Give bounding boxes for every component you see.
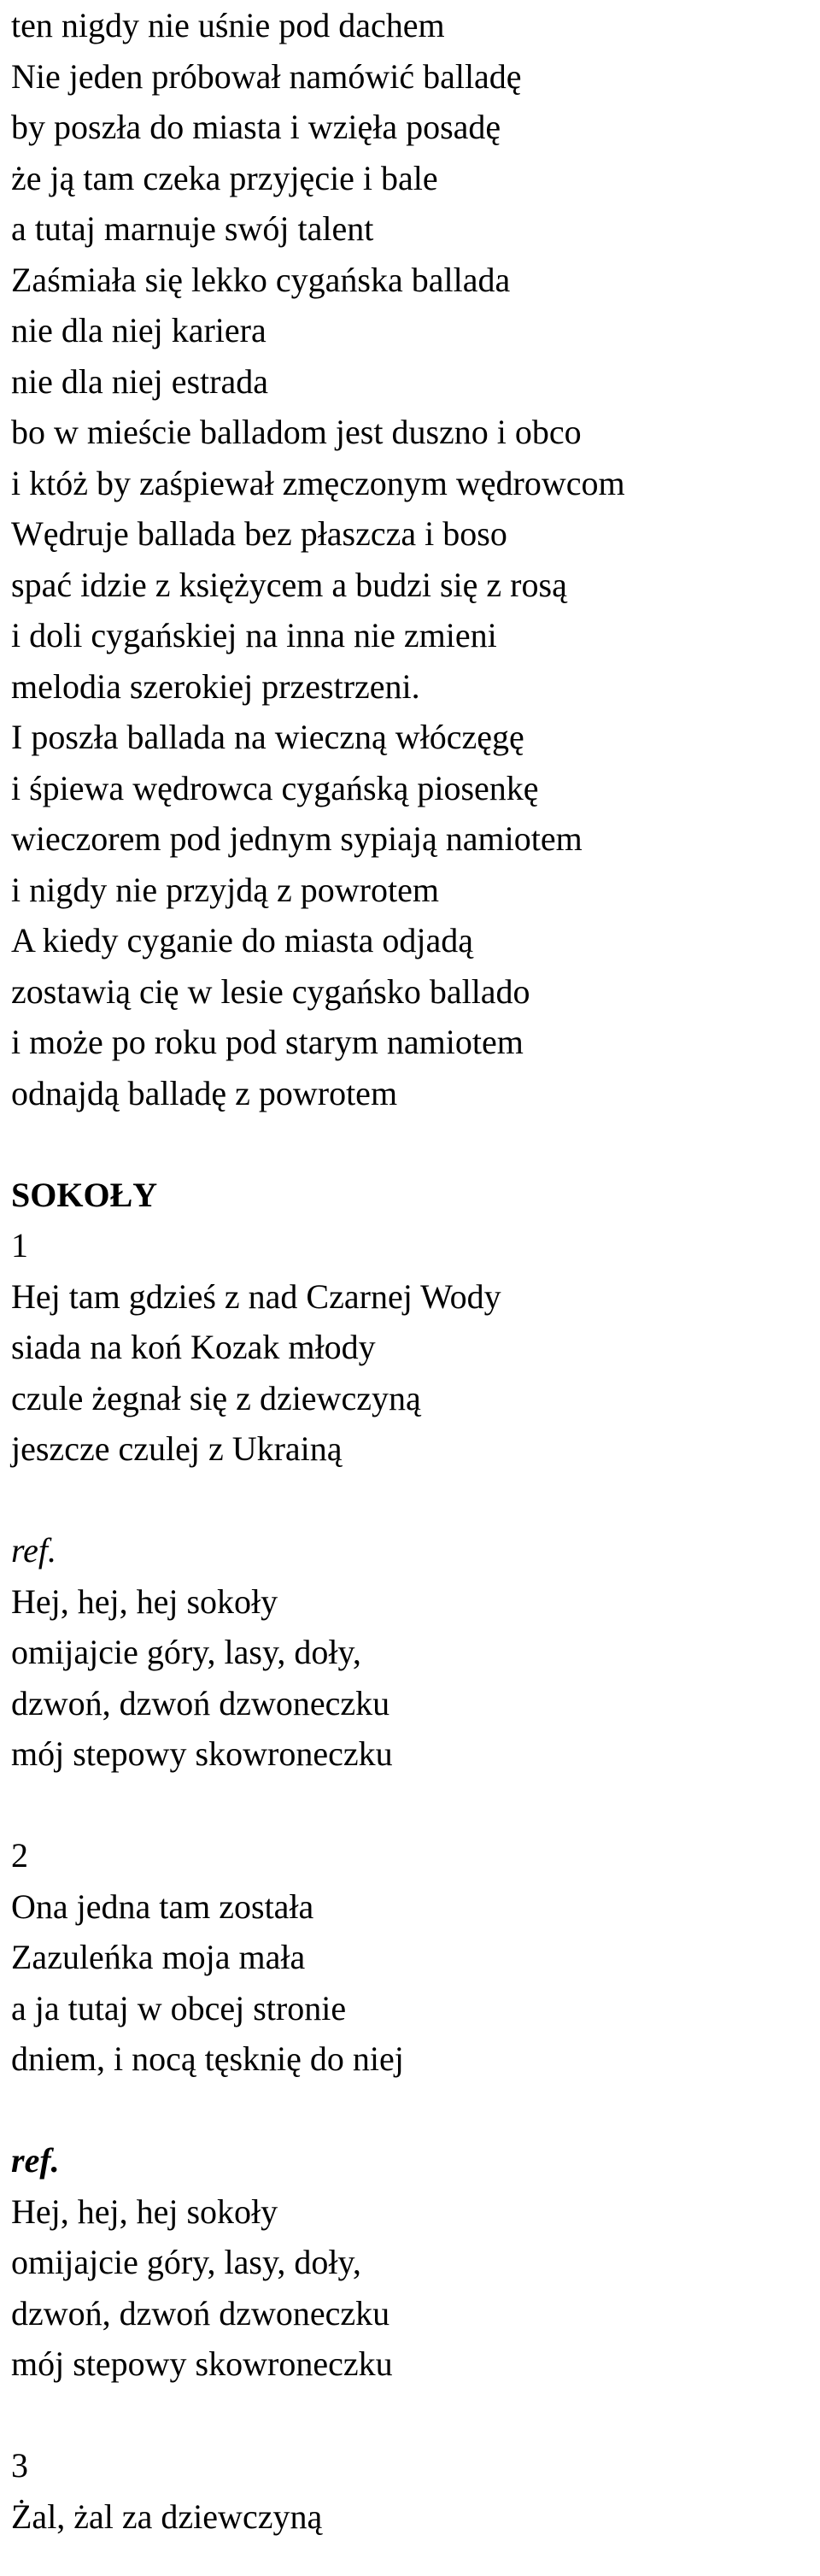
lyric-line: Hej, hej, hej sokoły xyxy=(11,1581,278,1621)
lyric-line: melodia szerokiej przestrzeni. xyxy=(11,666,420,706)
lyric-line: dzwoń, dzwoń dzwoneczku xyxy=(11,1683,390,1722)
lyric-line: zostawią cię w lesie cygańsko ballado xyxy=(11,971,530,1011)
lyric-line: Żal, żal za dziewczyną xyxy=(11,2497,323,2536)
lyric-line: nie dla niej kariera xyxy=(11,311,266,349)
lyric-line: a tutaj marnuje swój talent xyxy=(11,209,374,248)
lyric-line: spać idzie z księżycem a budzi się z rosą xyxy=(11,565,567,604)
ballada-tail-stanza xyxy=(11,0,814,1118)
verse-number: 1 xyxy=(11,1226,28,1265)
spacer xyxy=(11,1118,814,1170)
lyric-line: dzwoń, dzwoń dzwoneczku xyxy=(11,2293,390,2332)
lyric-line: mój stepowy skowroneczku xyxy=(11,1734,393,1773)
lyric-line: dniem, i nocą tęsknię do niej xyxy=(11,2039,404,2078)
lyric-line: Wędruje ballada bez płaszcza i boso xyxy=(11,514,507,553)
refrain-label: ref. xyxy=(11,1531,56,1570)
lyric-line: Hej, hej, hej sokoły xyxy=(11,2192,278,2231)
lyric-line: Nie jeden próbował namówić balladę xyxy=(11,56,522,96)
lyric-line: Hej tam gdzieś z nad Czarnej Wody xyxy=(11,1276,501,1316)
lyric-line: ten nigdy nie uśnie pod dachem xyxy=(11,6,445,44)
lyric-line: by poszła do miasta i wzięła posadę xyxy=(11,108,501,146)
refrain-label: ref. xyxy=(11,2141,60,2180)
verse-number: 2 xyxy=(11,1836,28,1875)
lyric-line: A kiedy cyganie do miasta odjadą xyxy=(11,921,473,959)
lyric-line: Zaśmiała się lekko cygańska ballada xyxy=(11,260,511,299)
verse-number: 3 xyxy=(11,2446,28,2485)
lyric-line: a ja tutaj w obcej stronie xyxy=(11,1988,347,2027)
lyric-line: omijajcie góry, lasy, doły, xyxy=(11,1633,361,1671)
lyric-line: i śpiewa wędrowca cygańską piosenkę xyxy=(11,768,539,807)
lyric-line: odnajdą balladę z powrotem xyxy=(11,1073,398,1112)
spacer xyxy=(11,2085,814,2136)
verse-1 xyxy=(11,1220,814,1475)
refrain-2 xyxy=(11,2135,814,2390)
lyric-line: mój stepowy skowroneczku xyxy=(11,2344,393,2383)
song-document xyxy=(11,0,814,2542)
spacer xyxy=(11,1475,814,1526)
verse-3 xyxy=(11,2440,814,2542)
spacer xyxy=(11,1780,814,1831)
lyric-line: nie dla niej estrada xyxy=(11,361,268,401)
verse-2 xyxy=(11,1830,814,2085)
lyric-line: Zazuleńka moja mała xyxy=(11,1938,306,1976)
lyric-line: siada na koń Kozak młody xyxy=(11,1328,376,1366)
lyric-line: i nigdy nie przyjdą z powrotem xyxy=(11,870,439,909)
lyric-line: Ona jedna tam została xyxy=(11,1887,314,1926)
lyric-line: I poszła ballada na wieczną włóczęgę xyxy=(11,718,524,756)
lyric-line: i któż by zaśpiewał zmęczonym wędrowcom xyxy=(11,463,625,502)
lyric-line: że ją tam czeka przyjęcie i bale xyxy=(11,158,438,197)
song-title: SOKOŁY xyxy=(11,1175,158,1214)
lyric-line: omijajcie góry, lasy, doły, xyxy=(11,2243,361,2281)
refrain-1 xyxy=(11,1525,814,1780)
lyric-line: bo w mieście balladom jest duszno i obco xyxy=(11,413,582,451)
lyric-line: wieczorem pod jednym sypiają namiotem xyxy=(11,819,583,858)
lyric-line: czule żegnał się z dziewczyną xyxy=(11,1378,421,1417)
lyric-line: i może po roku pod starym namiotem xyxy=(11,1023,524,1061)
lyric-line: i doli cygańskiej na inna nie zmieni xyxy=(11,616,497,654)
lyric-line: jeszcze czulej z Ukrainą xyxy=(11,1429,343,1468)
spacer xyxy=(11,2390,814,2441)
